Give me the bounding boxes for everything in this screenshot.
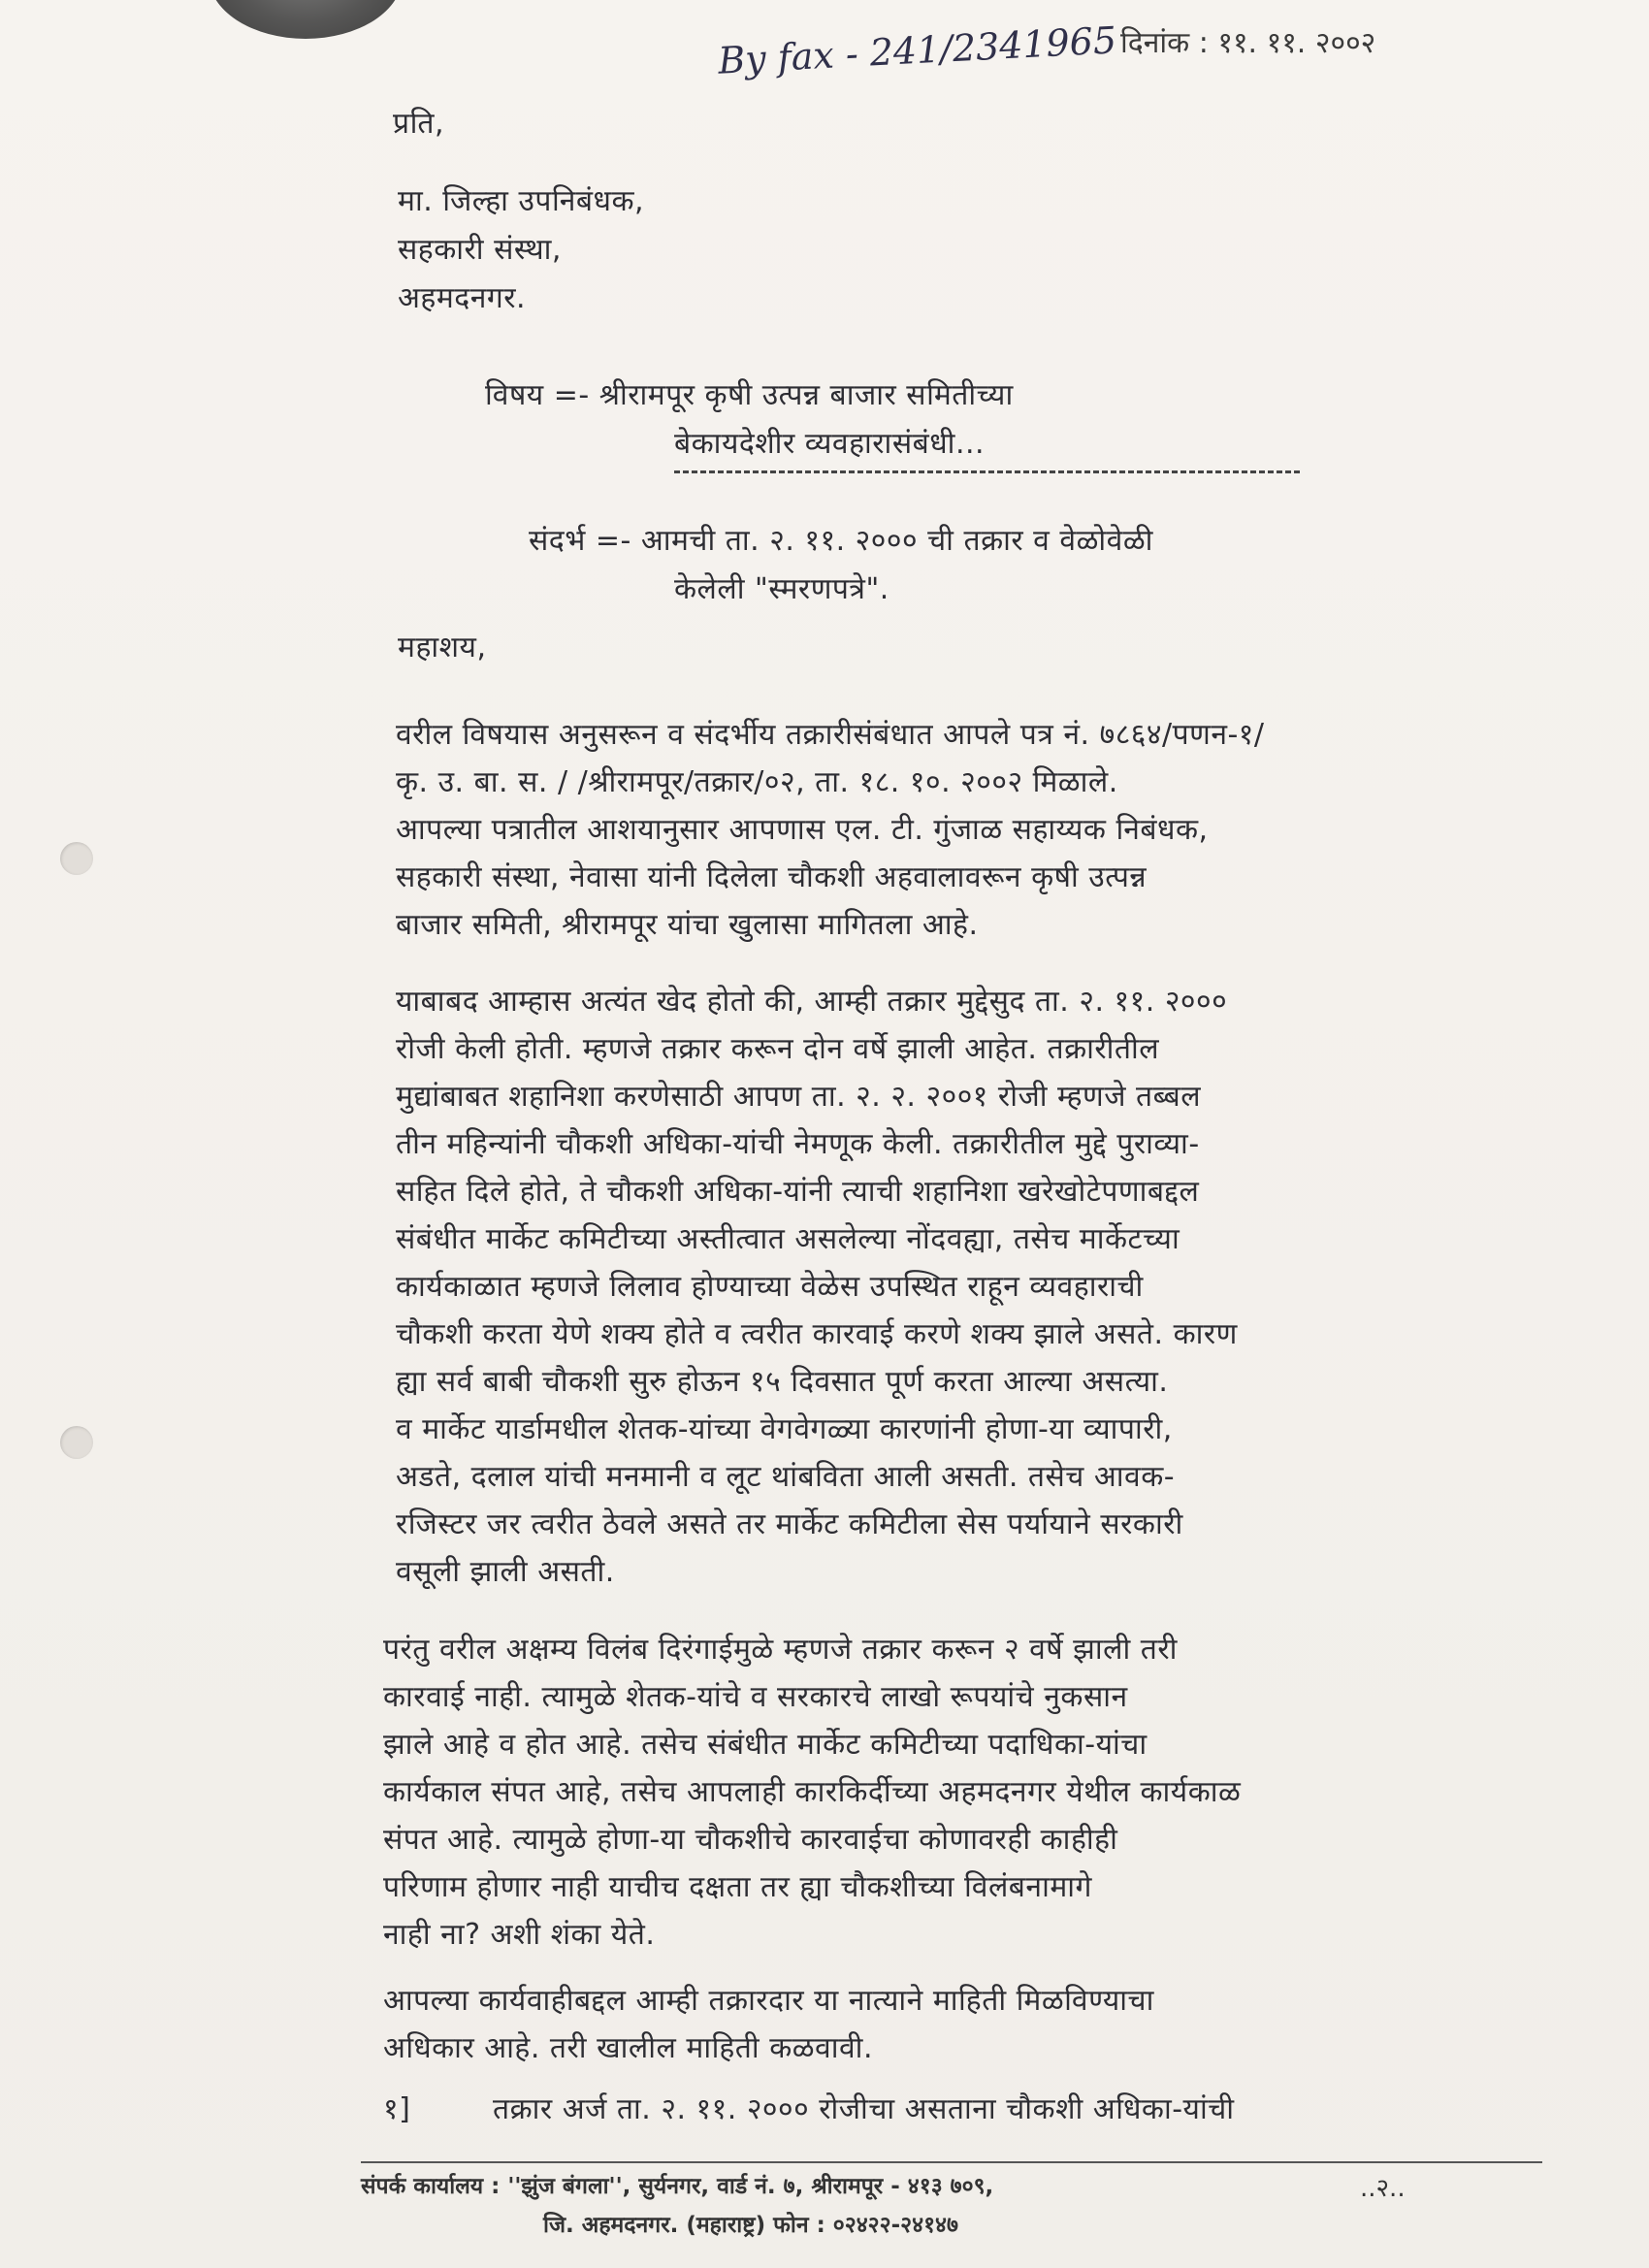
paragraph-3-line: कारवाई नाही. त्यामुळे शेतक-यांचे व सरकारचे लाखो रूपयांचे नुकसान [383, 1680, 1128, 1714]
paragraph-3-line: नाही ना? अशी शंका येते. [383, 1918, 656, 1952]
paragraph-4-line: अधिकार आहे. तरी खालील माहिती कळवावी. [383, 2031, 873, 2065]
paragraph-2-line: रोजी केली होती. म्हणजे तक्रार करून दोन वर्षे झाली आहेत. तक्रारीतील [396, 1032, 1160, 1066]
recipient-line-3: अहमदनगर. [398, 281, 527, 315]
footer-divider [361, 2161, 1542, 2163]
footer-address-line-1: संपर्क कार्यालय : ''झुंज बंगला'', सुर्यनगर, वार्ड नं. ७, श्रीरामपूर - ४१३ ७०९, [361, 2174, 994, 2199]
paragraph-2-line: अडते, दलाल यांची मनमानी व लूट थांबविता आली असती. तसेच आवक- [396, 1460, 1176, 1494]
paragraph-2-line: तीन महिन्यांनी चौकशी अधिका-यांची नेमणूक केली. तक्रारीतील मुद्दे पुराव्या- [396, 1127, 1200, 1161]
subject-line-2: बेकायदेशीर व्यवहारासंबंधी... [674, 427, 986, 461]
paragraph-2-line: ह्या सर्व बाबी चौकशी सुरु होऊन १५ दिवसात पूर्ण करता आल्या असत्या. [396, 1365, 1169, 1399]
item-1-text: तक्रार अर्ज ता. २. ११. २००० रोजीचा असताना चौकशी अधिका-यांची [493, 2092, 1235, 2126]
item-1-number: १] [383, 2092, 411, 2126]
paragraph-3-line: झाले आहे व होत आहे. तसेच संबंधीत मार्केट कमिटीच्या पदाधिका-यांचा [383, 1728, 1148, 1762]
subject-line-1: विषय =- श्रीरामपूर कृषी उत्पन्न बाजार समितीच्या [485, 378, 1014, 412]
paragraph-1-line: सहकारी संस्था, नेवासा यांनी दिलेला चौकशी अहवालावरून कृषी उत्पन्न [396, 860, 1148, 894]
paragraph-2-line: कार्यकाळात म्हणजे लिलाव होण्याच्या वेळेस उपस्थित राहून व्यवहाराची [396, 1270, 1144, 1304]
paragraph-2-line: वसूली झाली असती. [396, 1555, 615, 1589]
paragraph-3-line: कार्यकाल संपत आहे, तसेच आपलाही कारकिर्दीच्या अहमदनगर येथील कार्यकाळ [383, 1775, 1242, 1809]
reference-line-2: केलेली "स्मरणपत्रे". [674, 572, 889, 606]
paragraph-2-line: व मार्केट यार्डामधील शेतक-यांच्या वेगवेगळ्या कारणांनी होणा-या व्यापारी, [396, 1412, 1173, 1446]
paragraph-3-line: परंतु वरील अक्षम्य विलंब दिरंगाईमुळे म्हणजे तक्रार करून २ वर्षे झाली तरी [383, 1633, 1178, 1667]
paragraph-1-line: आपल्या पत्रातील आशयानुसार आपणास एल. टी. गुंजाळ सहाय्यक निबंधक, [396, 813, 1209, 847]
page-continuation-mark: ..२.. [1360, 2174, 1406, 2203]
salutation: महाशय, [398, 631, 487, 664]
paragraph-1-line: कृ. उ. बा. स. / /श्रीरामपूर/तक्रार/०२, ता. १८. १०. २००२ मिळाले. [396, 765, 1118, 799]
paragraph-1-line: बाजार समिती, श्रीरामपूर यांचा खुलासा मागितला आहे. [396, 908, 979, 942]
recipient-line-2: सहकारी संस्था, [398, 233, 562, 267]
paragraph-2-line: सहित दिले होते, ते चौकशी अधिका-यांनी त्याची शहानिशा खरेखोटेपणाबद्दल [396, 1175, 1200, 1209]
recipient-prati: प्रति, [393, 107, 444, 141]
paragraph-1-line: वरील विषयास अनुसरून व संदर्भीय तक्रारीसंबंधात आपले पत्र नं. ७८६४/पणन-१/ [396, 718, 1265, 752]
letter-date: दिनांक : ११. ११. २००२ [1120, 26, 1376, 60]
reference-line-1: संदर्भ =- आमची ता. २. ११. २००० ची तक्रार व वेळोवेळी [529, 524, 1153, 558]
paragraph-2-line: संबंधीत मार्केट कमिटीच्या अस्तीत्वात असलेल्या नोंदवह्या, तसेच मार्केटच्या [396, 1222, 1180, 1256]
subject-underline [674, 470, 1300, 473]
paragraph-2-line: चौकशी करता येणे शक्य होते व त्वरीत कारवाई करणे शक्य झाले असते. कारण [396, 1317, 1238, 1351]
paragraph-2-line: याबाबद आम्हास अत्यंत खेद होतो की, आम्ही तक्रार मुद्देसुद ता. २. ११. २००० [396, 985, 1228, 1019]
paragraph-3-line: संपत आहे. त्यामुळे होणा-या चौकशीचे कारवाईचा कोणावरही काहीही [383, 1823, 1118, 1857]
paragraph-4-line: आपल्या कार्यवाहीबद्दल आम्ही तक्रारदार या नात्याने माहिती मिळविण्याचा [383, 1984, 1154, 2018]
paragraph-2-line: मुद्यांबाबत शहानिशा करणेसाठी आपण ता. २. २. २००१ रोजी म्हणजे तब्बल [396, 1080, 1202, 1114]
handwritten-fax-note: By fax - 241/2341965 [717, 18, 1118, 82]
paragraph-3-line: परिणाम होणार नाही याचीच दक्षता तर ह्या चौकशीच्या विलंबनामागे [383, 1870, 1092, 1904]
recipient-line-1: मा. जिल्हा उपनिबंधक, [398, 184, 645, 218]
punch-hole-bottom [60, 1426, 93, 1459]
paragraph-2-line: रजिस्टर जर त्वरीत ठेवले असते तर मार्केट कमिटीला सेस पर्यायाने सरकारी [396, 1507, 1183, 1541]
footer-address-line-2: जि. अहमदनगर. (महाराष्ट्र) फोन : ०२४२२-२४१४७ [543, 2213, 958, 2238]
punch-hole-top [60, 842, 93, 875]
seal-stamp [209, 0, 403, 39]
